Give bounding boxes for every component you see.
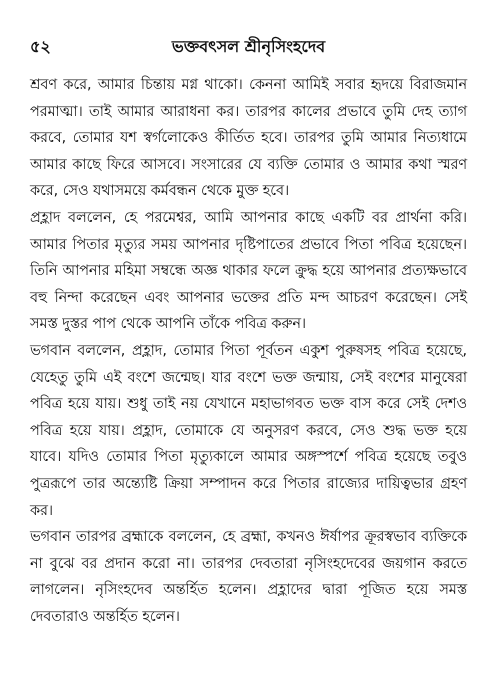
paragraph: শ্রবণ করে, আমার চিন্তায় মগ্ন থাকো। কেননা আমিই সবার হৃদয়ে বিরাজমান পরমাত্মা। তাই আমার আরাধনা কর। তারপর কালের প্রভাবে তুমি দেহ ত্যাগ করবে, তোমার যশ স্বর্গলোকেও কীর্তিত হবে। তারপর তুমি আমার নিত্যধামে আমার কাছে ফিরে আসবে। সংসারের যে ব্যক্তি তোমার ও আমার কথা স্মরণ করে, সেও যথাসময়ে কর্মবন্ধন থেকে মুক্ত হবে।: [30, 77, 467, 200]
paragraph: ভগবান তারপর ব্রহ্মাকে বললেন, হে ব্রহ্মা, কখনও ঈর্ষাপর ক্রূরস্বভাব ব্যক্তিকে না বুঝে বর প্রদান করো না। তারপর দেবতারা নৃসিংহদেবের জয়গান করতে লাগলেন। নৃসিংহদেব অন্তর্হিত হলেন। প্রহ্লাদের দ্বারা পূজিত হয়ে সমস্ত দেবতারাও অন্তর্হিত হলেন।: [30, 529, 467, 625]
paragraph: প্রহ্লাদ বললেন, হে পরমেশ্বর, আমি আপনার কাছে একটি বর প্রার্থনা করি। আমার পিতার মৃত্যুর সময় আপনার দৃষ্টিপাতের প্রভাবে পিতা পবিত্র হয়েছেন। তিনি আপনার মহিমা সম্বন্ধে অজ্ঞ থাকার ফলে ক্রুদ্ধ হয়ে আপনার প্রত্যক্ষভাবে বহু নিন্দা করেছেন এবং আপনার ভক্তের প্রতি মন্দ আচরণ করেছেন। সেই সমস্ত দুস্তর পাপ থেকে আপনি তাঁকে পবিত্র করুন।: [30, 209, 467, 333]
page-header: [30, 34, 467, 56]
paragraph: ভগবান বললেন, প্রহ্লাদ, তোমার পিতা পূর্বতন একুশ পুরুষসহ পবিত্র হয়েছে, যেহেতু তুমি এই বংশে জন্মেছ। যার বংশে ভক্ত জন্মায়, সেই বংশের মানুষেরা পবিত্র হয়ে যায়। শুধু তাই নয় যেখানে মহাভাগবত ভক্ত বাস করে সেই দেশও পবিত্র হয়ে যায়। প্রহ্লাদ, তোমাকে যে অনুসরণ করবে, সেও শুদ্ধ ভক্ত হয়ে যাবে। যদিও তোমার পিতা মৃত্যুকালে আমার অঙ্গস্পর্শে পবিত্র হয়েছে তবুও পুত্ররূপে তার অন্ত্যেষ্টি ক্রিয়া সম্পাদন করে পিতার রাজ্যের দায়িত্বভার গ্রহণ কর।: [30, 342, 467, 519]
body-text: [30, 72, 467, 630]
running-title: ভক্তবৎসল শ্রীনৃসিংহদেব: [171, 37, 326, 56]
page-number: ৫২: [30, 37, 51, 56]
